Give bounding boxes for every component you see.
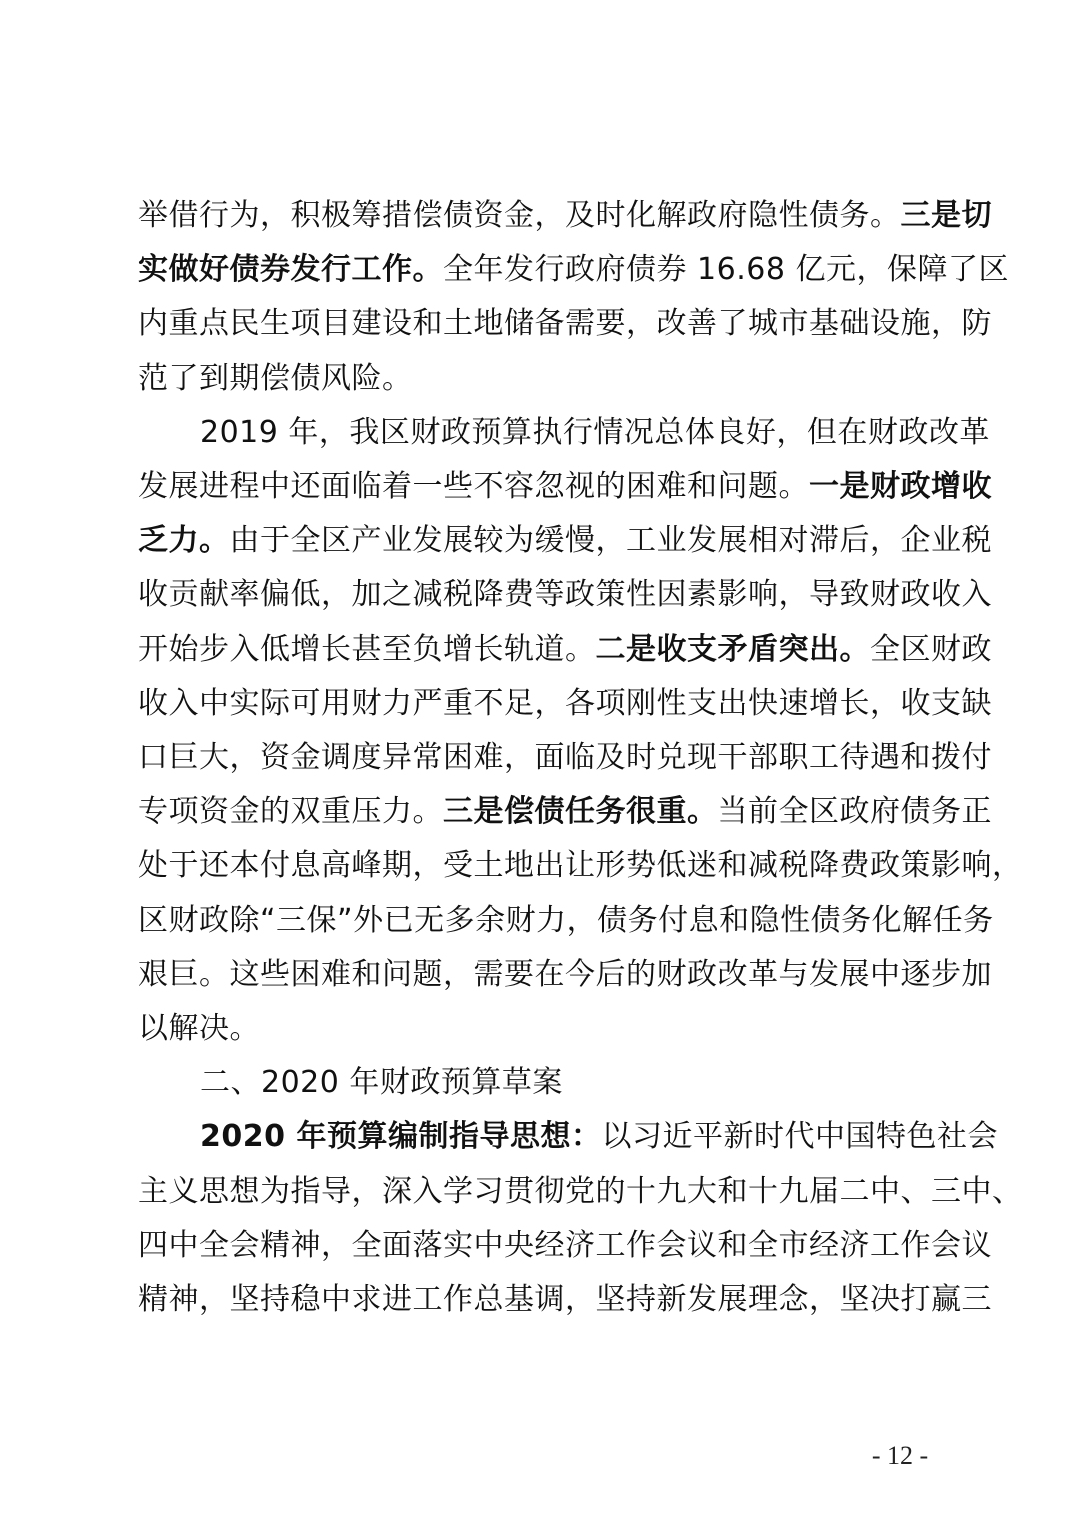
text-line xyxy=(138,624,992,676)
text-segment: 口巨大，资金调度异常困难，面临及时兑现干部职工待遇和拨付 xyxy=(138,740,992,775)
text-segment: 举借行为，积极筹措偿债资金，及时化解政府隐性债务。 xyxy=(138,198,901,233)
text-line xyxy=(138,1003,938,1055)
text-segment: 收入中实际可用财力严重不足，各项刚性支出快速增长，收支缺 xyxy=(138,685,992,721)
text-segment: 全年发行政府债券 16.68 亿元，保障了区 xyxy=(443,252,1009,288)
page-number: - 12 - xyxy=(871,1441,929,1470)
text-segment: 发展进程中还面临着一些不容忽视的困难和问题。 xyxy=(138,469,809,504)
text-line xyxy=(138,244,1009,296)
text-segment: 全区财政 xyxy=(870,631,992,667)
text-segment: 内重点民生项目建设和土地储备需要，改善了城市基础设施，防 xyxy=(138,306,992,342)
bold-text: 2020 年预算编制指导思想： xyxy=(200,1119,602,1155)
text-segment: 处于还本付息高峰期，受土地出让形势低迷和减税降费政策影响， xyxy=(138,848,1023,884)
text-segment: 当前全区政府债务正 xyxy=(717,794,992,830)
text-line xyxy=(138,353,938,405)
text-line xyxy=(138,1220,992,1272)
text-line xyxy=(138,732,992,784)
text-segment: 精神，坚持稳中求进工作总基调，坚持新发展理念，坚决打赢三 xyxy=(138,1282,992,1317)
text-line xyxy=(138,461,992,513)
bold-text: 三是切 xyxy=(900,198,992,233)
text-line xyxy=(138,840,1023,892)
text-segment: 主义思想为指导，深入学习贯彻党的十九大和十九届二中、三中、 xyxy=(138,1173,1023,1209)
text-line xyxy=(138,190,992,242)
text-line xyxy=(138,298,992,350)
bold-text: 二是收支矛盾突出。 xyxy=(595,631,870,667)
text-segment: 专项资金的双重压力。 xyxy=(138,794,443,830)
text-segment: 以解决。 xyxy=(138,1011,260,1046)
text-line xyxy=(138,1166,1023,1218)
text-segment: 艰巨。这些困难和问题，需要在今后的财政改革与发展中逐步加 xyxy=(138,956,992,992)
bold-text: 乏力。 xyxy=(138,523,230,559)
text-segment: 范了到期偿债风险。 xyxy=(138,360,413,396)
text-segment: 2019 年，我区财政预算执行情况总体良好，但在财政改革 xyxy=(200,414,990,450)
text-line xyxy=(138,515,992,567)
text-segment: 收贡献率偏低，加之减税降费等政策性因素影响，导致财政收入 xyxy=(138,577,992,613)
bold-text: 实做好债券发行工作。 xyxy=(138,252,443,288)
text-line xyxy=(138,895,994,947)
text-segment: 区财政除“三保”外已无多余财力，债务付息和隐性债务化解任务 xyxy=(138,902,994,938)
text-segment: 四中全会精神，全面落实中央经济工作会议和全市经济工作会议 xyxy=(138,1227,992,1263)
text-line xyxy=(138,569,992,621)
bold-text: 一是财政增收 xyxy=(809,469,992,504)
text-line xyxy=(138,678,992,730)
text-line xyxy=(200,1057,938,1109)
text-line xyxy=(138,786,992,838)
text-segment: 开始步入低增长甚至负增长轨道。 xyxy=(138,631,596,667)
text-segment: 由于全区产业发展较为缓慢，工业发展相对滞后，企业税 xyxy=(229,523,992,559)
text-segment: 以习近平新时代中国特色社会 xyxy=(601,1119,998,1155)
text-segment: 二、2020 年财政预算草案 xyxy=(200,1065,563,1101)
text-line xyxy=(138,949,992,1001)
text-line xyxy=(200,1111,998,1163)
bold-text: 三是偿债任务很重。 xyxy=(443,794,718,830)
text-line xyxy=(138,1274,992,1326)
text-line xyxy=(200,407,990,459)
